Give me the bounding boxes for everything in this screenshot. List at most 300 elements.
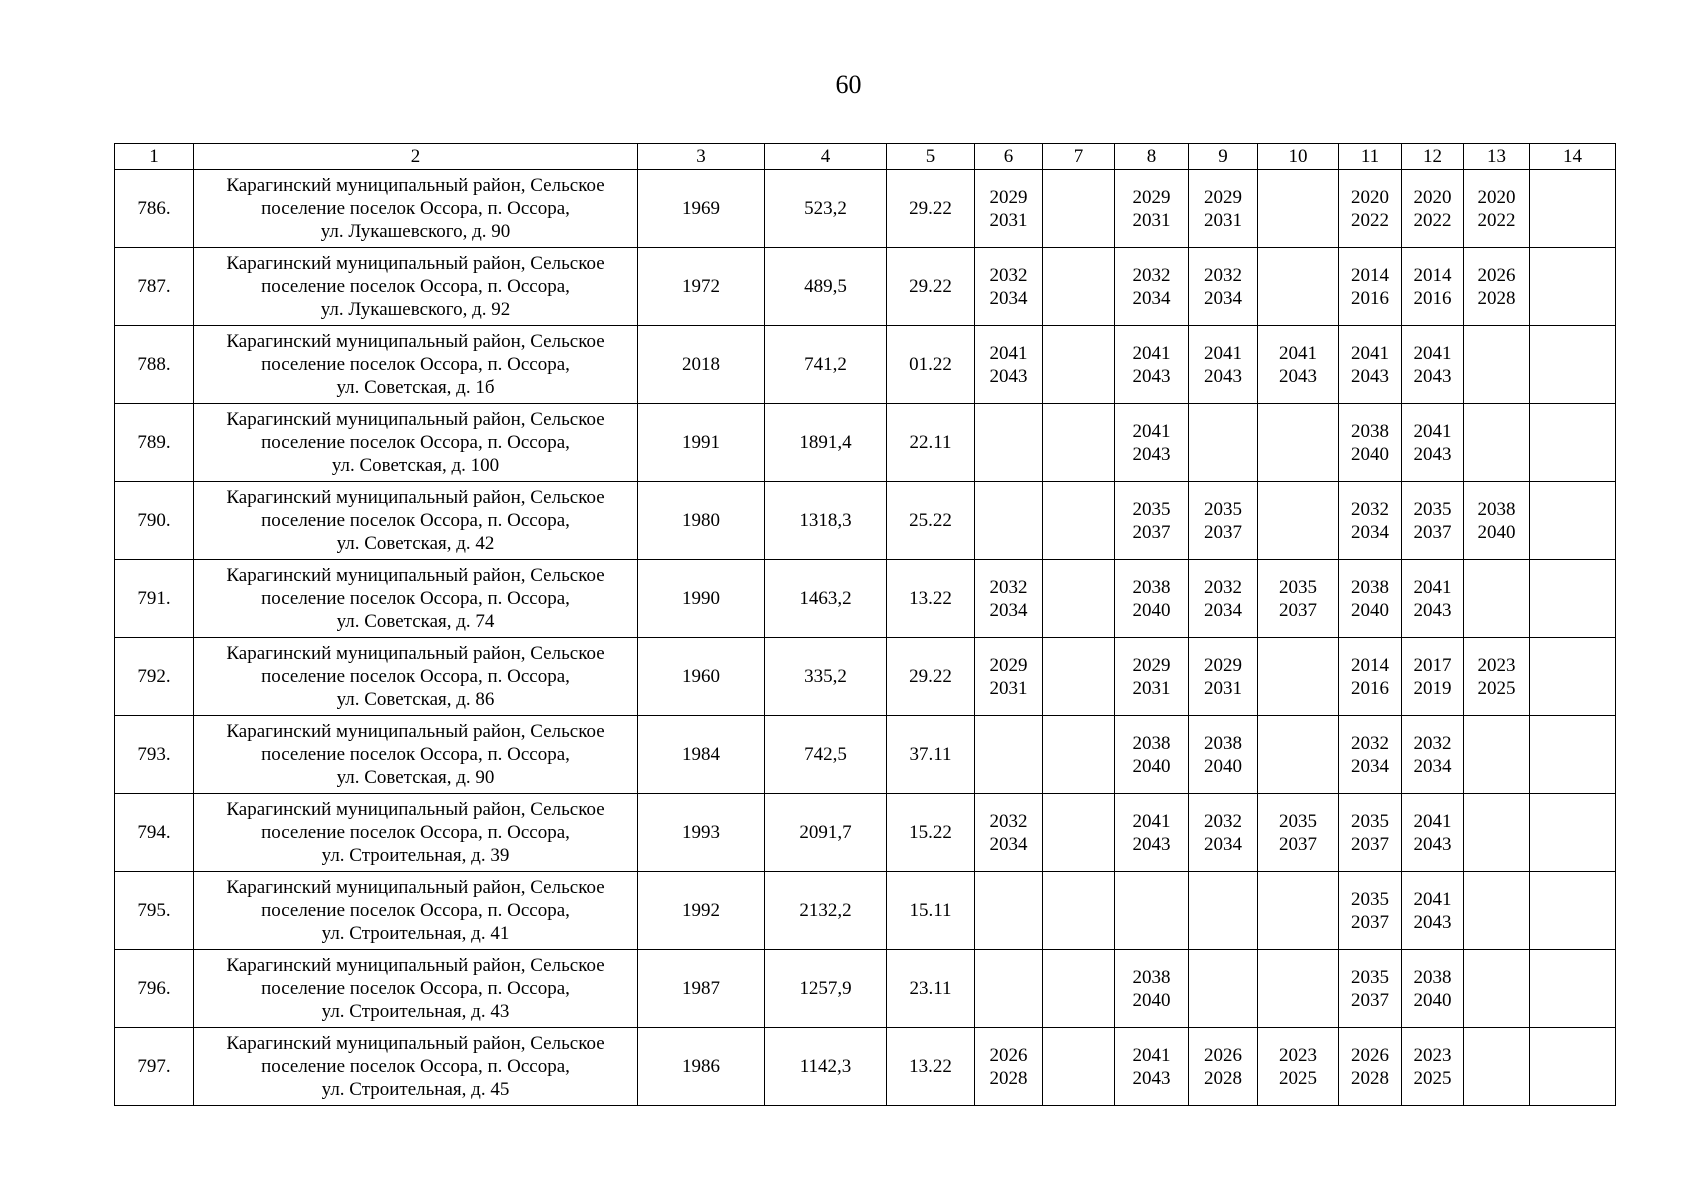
- period-year: 2028: [1204, 1067, 1242, 1089]
- period-cell-c10: [1258, 638, 1339, 716]
- address-cell: [194, 1028, 638, 1106]
- period-cell-c11: [1339, 326, 1402, 404]
- period-cell-c13: [1464, 872, 1530, 950]
- code-cell: 37.11: [887, 716, 975, 794]
- period-cell-c9: [1189, 404, 1258, 482]
- period-cell-c12: [1402, 872, 1464, 950]
- period-year: 2041: [1413, 888, 1452, 910]
- address-line: Карагинский муниципальный район, Сельское: [226, 409, 605, 430]
- year-built-cell: 1960: [638, 638, 765, 716]
- page-number: 60: [835, 70, 862, 99]
- period-cell-c8: [1115, 560, 1189, 638]
- period-cell-c7: [1043, 1028, 1115, 1106]
- period-cell-c8: [1115, 638, 1189, 716]
- period-year: 2029: [1204, 186, 1242, 208]
- column-header: 10: [1258, 144, 1339, 170]
- column-header: 14: [1530, 144, 1616, 170]
- period-cell-c10: [1258, 404, 1339, 482]
- table-row: [115, 482, 1616, 560]
- period-year: 2022: [1351, 209, 1389, 231]
- period-year: 2035: [1413, 498, 1452, 520]
- period-cell-c8: [1115, 716, 1189, 794]
- period-cell-c7: [1043, 794, 1115, 872]
- period-cell-c7: [1043, 638, 1115, 716]
- period-cell-c12: [1402, 326, 1464, 404]
- period-year: 2031: [1204, 209, 1242, 231]
- period-cell-c6: [975, 404, 1043, 482]
- address-line: Карагинский муниципальный район, Сельское: [226, 799, 605, 820]
- period-year: 2043: [1413, 911, 1452, 933]
- period-year: 2031: [1132, 209, 1171, 231]
- period-year: 2038: [1204, 732, 1242, 754]
- period-year: 2026: [1477, 264, 1516, 286]
- code-cell: 25.22: [887, 482, 975, 560]
- period-cell-c9: [1189, 794, 1258, 872]
- empty-cell-c14: [1530, 638, 1616, 716]
- period-year: 2031: [989, 677, 1028, 699]
- row-number-cell: 795.: [115, 872, 194, 950]
- period-cell-c11: [1339, 404, 1402, 482]
- table-row: [115, 872, 1616, 950]
- area-cell: 1142,3: [765, 1028, 887, 1106]
- address-line: ул. Советская, д. 42: [336, 533, 495, 554]
- period-year: 2023: [1279, 1044, 1317, 1066]
- address-line: ул. Советская, д. 90: [336, 767, 495, 788]
- area-cell: 741,2: [765, 326, 887, 404]
- period-cell-c6: [975, 560, 1043, 638]
- period-year: 2037: [1279, 599, 1317, 621]
- code-cell: 13.22: [887, 1028, 975, 1106]
- period-year: 2019: [1413, 677, 1452, 699]
- address-line: ул. Строительная, д. 43: [321, 1001, 510, 1022]
- address-cell: [194, 716, 638, 794]
- empty-cell-c14: [1530, 950, 1616, 1028]
- period-year: 2032: [1413, 732, 1452, 754]
- address-cell: [194, 404, 638, 482]
- row-number-cell: 796.: [115, 950, 194, 1028]
- period-cell-c11: [1339, 560, 1402, 638]
- period-year: 2043: [1132, 365, 1171, 387]
- period-year: 2043: [1413, 833, 1452, 855]
- period-year: 2037: [1204, 521, 1242, 543]
- period-year: 2040: [1351, 443, 1389, 465]
- period-cell-c12: [1402, 248, 1464, 326]
- period-year: 2035: [1351, 810, 1389, 832]
- empty-cell-c14: [1530, 872, 1616, 950]
- address-line: поселение поселок Оссора, п. Оссора,: [261, 900, 570, 921]
- period-year: 2034: [1413, 755, 1452, 777]
- area-cell: 2132,2: [765, 872, 887, 950]
- empty-cell-c14: [1530, 560, 1616, 638]
- year-built-cell: 2018: [638, 326, 765, 404]
- area-cell: 2091,7: [765, 794, 887, 872]
- address-line: поселение поселок Оссора, п. Оссора,: [261, 198, 570, 219]
- period-year: 2032: [1204, 576, 1242, 598]
- table-row: [115, 326, 1616, 404]
- address-line: Карагинский муниципальный район, Сельское: [226, 643, 605, 664]
- period-cell-c8: [1115, 170, 1189, 248]
- column-header: 7: [1043, 144, 1115, 170]
- address-cell: [194, 560, 638, 638]
- address-line: ул. Советская, д. 1б: [336, 377, 495, 398]
- address-cell: [194, 950, 638, 1028]
- address-line: Карагинский муниципальный район, Сельское: [226, 175, 605, 196]
- period-year: 2041: [1413, 576, 1452, 598]
- row-number-cell: 788.: [115, 326, 194, 404]
- period-cell-c9: [1189, 950, 1258, 1028]
- period-year: 2043: [1413, 443, 1452, 465]
- period-cell-c13: [1464, 794, 1530, 872]
- period-cell-c10: [1258, 326, 1339, 404]
- table-row: [115, 248, 1616, 326]
- code-cell: 15.11: [887, 872, 975, 950]
- period-year: 2026: [989, 1044, 1028, 1066]
- period-year: 2043: [1132, 443, 1171, 465]
- address-line: Карагинский муниципальный район, Сельское: [226, 487, 605, 508]
- row-number-cell: 790.: [115, 482, 194, 560]
- period-year: 2037: [1132, 521, 1171, 543]
- address-line: ул. Советская, д. 74: [336, 611, 495, 632]
- period-year: 2037: [1351, 989, 1389, 1011]
- period-year: 2038: [1413, 966, 1452, 988]
- table-row: [115, 794, 1616, 872]
- period-year: 2032: [1204, 810, 1242, 832]
- empty-cell-c14: [1530, 1028, 1616, 1106]
- period-cell-c9: [1189, 716, 1258, 794]
- area-cell: 1318,3: [765, 482, 887, 560]
- period-cell-c6: [975, 950, 1043, 1028]
- address-line: Карагинский муниципальный район, Сельское: [226, 955, 605, 976]
- period-year: 2029: [1132, 654, 1171, 676]
- period-year: 2034: [1351, 521, 1389, 543]
- area-cell: 1463,2: [765, 560, 887, 638]
- period-year: 2020: [1413, 186, 1452, 208]
- address-cell: [194, 872, 638, 950]
- period-year: 2041: [1132, 810, 1171, 832]
- period-cell-c12: [1402, 794, 1464, 872]
- period-cell-c11: [1339, 716, 1402, 794]
- period-year: 2026: [1204, 1044, 1242, 1066]
- address-line: ул. Строительная, д. 41: [321, 923, 510, 944]
- year-built-cell: 1990: [638, 560, 765, 638]
- period-cell-c6: [975, 872, 1043, 950]
- area-cell: 1891,4: [765, 404, 887, 482]
- column-header: 8: [1115, 144, 1189, 170]
- period-year: 2041: [1204, 342, 1242, 364]
- period-year: 2043: [989, 365, 1028, 387]
- period-cell-c8: [1115, 872, 1189, 950]
- row-number-cell: 793.: [115, 716, 194, 794]
- period-year: 2038: [1477, 498, 1516, 520]
- period-cell-c6: [975, 482, 1043, 560]
- period-cell-c8: [1115, 794, 1189, 872]
- period-year: 2035: [1132, 498, 1171, 520]
- period-year: 2040: [1132, 989, 1171, 1011]
- row-number-cell: 797.: [115, 1028, 194, 1106]
- period-year: 2043: [1132, 833, 1171, 855]
- period-year: 2040: [1204, 755, 1242, 777]
- row-number-cell: 787.: [115, 248, 194, 326]
- address-line: ул. Строительная, д. 39: [321, 845, 510, 866]
- period-year: 2029: [1204, 654, 1242, 676]
- period-cell-c10: [1258, 872, 1339, 950]
- period-cell-c9: [1189, 560, 1258, 638]
- period-year: 2034: [989, 599, 1028, 621]
- period-cell-c12: [1402, 638, 1464, 716]
- period-cell-c7: [1043, 560, 1115, 638]
- period-year: 2028: [1351, 1067, 1389, 1089]
- address-cell: [194, 248, 638, 326]
- period-year: 2020: [1351, 186, 1389, 208]
- address-line: ул. Строительная, д. 45: [321, 1079, 510, 1100]
- period-year: 2034: [1204, 599, 1242, 621]
- period-year: 2034: [1132, 287, 1171, 309]
- period-cell-c11: [1339, 170, 1402, 248]
- period-year: 2037: [1413, 521, 1452, 543]
- period-year: 2014: [1413, 264, 1452, 286]
- period-cell-c6: [975, 716, 1043, 794]
- row-number-cell: 786.: [115, 170, 194, 248]
- address-line: поселение поселок Оссора, п. Оссора,: [261, 354, 570, 375]
- period-year: 2035: [1204, 498, 1242, 520]
- column-header: 6: [975, 144, 1043, 170]
- period-year: 2031: [1132, 677, 1171, 699]
- period-year: 2037: [1351, 833, 1389, 855]
- period-cell-c13: [1464, 716, 1530, 794]
- period-cell-c11: [1339, 1028, 1402, 1106]
- period-year: 2022: [1413, 209, 1452, 231]
- address-line: поселение поселок Оссора, п. Оссора,: [261, 744, 570, 765]
- address-line: поселение поселок Оссора, п. Оссора,: [261, 588, 570, 609]
- period-cell-c10: [1258, 950, 1339, 1028]
- period-year: 2038: [1351, 576, 1389, 598]
- period-cell-c12: [1402, 1028, 1464, 1106]
- period-cell-c13: [1464, 560, 1530, 638]
- address-cell: [194, 170, 638, 248]
- row-number-cell: 792.: [115, 638, 194, 716]
- table-row: [115, 560, 1616, 638]
- period-year: 2034: [989, 287, 1028, 309]
- code-cell: 01.22: [887, 326, 975, 404]
- period-cell-c13: [1464, 404, 1530, 482]
- address-line: ул. Лукашевского, д. 92: [320, 299, 511, 320]
- period-cell-c8: [1115, 404, 1189, 482]
- period-cell-c7: [1043, 326, 1115, 404]
- address-cell: [194, 482, 638, 560]
- period-cell-c6: [975, 326, 1043, 404]
- period-year: 2040: [1132, 755, 1171, 777]
- period-year: 2034: [1204, 287, 1242, 309]
- table-row: [115, 1028, 1616, 1106]
- period-year: 2043: [1413, 365, 1452, 387]
- period-cell-c11: [1339, 248, 1402, 326]
- period-year: 2037: [1351, 911, 1389, 933]
- area-cell: 489,5: [765, 248, 887, 326]
- period-cell-c12: [1402, 560, 1464, 638]
- year-built-cell: 1969: [638, 170, 765, 248]
- period-cell-c10: [1258, 716, 1339, 794]
- period-cell-c8: [1115, 326, 1189, 404]
- period-year: 2031: [989, 209, 1028, 231]
- period-year: 2031: [1204, 677, 1242, 699]
- period-year: 2041: [1413, 342, 1452, 364]
- period-year: 2038: [1351, 420, 1389, 442]
- column-header: 2: [194, 144, 638, 170]
- period-cell-c9: [1189, 326, 1258, 404]
- period-cell-c8: [1115, 950, 1189, 1028]
- period-cell-c9: [1189, 482, 1258, 560]
- period-year: 2032: [1351, 498, 1389, 520]
- table-row: [115, 638, 1616, 716]
- address-line: Карагинский муниципальный район, Сельское: [226, 565, 605, 586]
- address-line: Карагинский муниципальный район, Сельское: [226, 331, 605, 352]
- period-cell-c8: [1115, 248, 1189, 326]
- period-year: 2014: [1351, 264, 1389, 286]
- period-cell-c13: [1464, 326, 1530, 404]
- address-line: поселение поселок Оссора, п. Оссора,: [261, 666, 570, 687]
- empty-cell-c14: [1530, 716, 1616, 794]
- period-year: 2041: [1132, 342, 1171, 364]
- period-cell-c7: [1043, 950, 1115, 1028]
- row-number-cell: 794.: [115, 794, 194, 872]
- address-line: поселение поселок Оссора, п. Оссора,: [261, 510, 570, 531]
- period-year: 2041: [1279, 342, 1317, 364]
- period-cell-c11: [1339, 482, 1402, 560]
- period-year: 2016: [1351, 677, 1389, 699]
- table-row: [115, 950, 1616, 1028]
- period-cell-c13: [1464, 170, 1530, 248]
- period-cell-c13: [1464, 248, 1530, 326]
- address-line: Карагинский муниципальный район, Сельское: [226, 253, 605, 274]
- period-cell-c6: [975, 1028, 1043, 1106]
- period-year: 2034: [989, 833, 1028, 855]
- period-cell-c7: [1043, 170, 1115, 248]
- year-built-cell: 1993: [638, 794, 765, 872]
- period-year: 2032: [1204, 264, 1242, 286]
- period-year: 2017: [1413, 654, 1452, 676]
- column-header: 3: [638, 144, 765, 170]
- column-header: 5: [887, 144, 975, 170]
- period-year: 2043: [1279, 365, 1317, 387]
- address-cell: [194, 794, 638, 872]
- table-row: [115, 170, 1616, 248]
- period-cell-c11: [1339, 794, 1402, 872]
- empty-cell-c14: [1530, 170, 1616, 248]
- period-year: 2032: [1132, 264, 1171, 286]
- period-year: 2041: [1132, 1044, 1171, 1066]
- period-year: 2041: [1351, 342, 1389, 364]
- period-year: 2043: [1204, 365, 1242, 387]
- address-cell: [194, 638, 638, 716]
- address-line: Карагинский муниципальный район, Сельское: [226, 1033, 605, 1054]
- period-cell-c12: [1402, 404, 1464, 482]
- address-line: поселение поселок Оссора, п. Оссора,: [261, 276, 570, 297]
- period-year: 2034: [1204, 833, 1242, 855]
- period-year: 2041: [1132, 420, 1171, 442]
- period-year: 2032: [1351, 732, 1389, 754]
- period-year: 2028: [1477, 287, 1516, 309]
- empty-cell-c14: [1530, 248, 1616, 326]
- code-cell: 22.11: [887, 404, 975, 482]
- period-cell-c13: [1464, 1028, 1530, 1106]
- period-year: 2034: [1351, 755, 1389, 777]
- period-cell-c6: [975, 794, 1043, 872]
- period-year: 2041: [1413, 420, 1452, 442]
- column-header: 4: [765, 144, 887, 170]
- period-cell-c13: [1464, 638, 1530, 716]
- column-header: 13: [1464, 144, 1530, 170]
- period-year: 2028: [989, 1067, 1028, 1089]
- housing-register-table: [114, 143, 1616, 1106]
- address-line: ул. Лукашевского, д. 90: [320, 221, 511, 242]
- code-cell: 13.22: [887, 560, 975, 638]
- area-cell: 335,2: [765, 638, 887, 716]
- period-cell-c13: [1464, 482, 1530, 560]
- code-cell: 29.22: [887, 248, 975, 326]
- period-cell-c12: [1402, 482, 1464, 560]
- period-cell-c11: [1339, 950, 1402, 1028]
- period-year: 2029: [989, 186, 1028, 208]
- period-year: 2041: [989, 342, 1028, 364]
- period-year: 2040: [1351, 599, 1389, 621]
- table-row: [115, 716, 1616, 794]
- year-built-cell: 1980: [638, 482, 765, 560]
- period-year: 2041: [1413, 810, 1452, 832]
- period-cell-c10: [1258, 482, 1339, 560]
- period-cell-c12: [1402, 716, 1464, 794]
- address-cell: [194, 326, 638, 404]
- code-cell: 29.22: [887, 638, 975, 716]
- period-year: 2016: [1413, 287, 1452, 309]
- address-line: поселение поселок Оссора, п. Оссора,: [261, 1056, 570, 1077]
- period-year: 2032: [989, 810, 1028, 832]
- period-cell-c9: [1189, 170, 1258, 248]
- code-cell: 29.22: [887, 170, 975, 248]
- period-cell-c7: [1043, 248, 1115, 326]
- code-cell: 15.22: [887, 794, 975, 872]
- year-built-cell: 1991: [638, 404, 765, 482]
- column-header: 12: [1402, 144, 1464, 170]
- period-year: 2025: [1413, 1067, 1452, 1089]
- period-cell-c9: [1189, 1028, 1258, 1106]
- column-header: 1: [115, 144, 194, 170]
- period-year: 2016: [1351, 287, 1389, 309]
- period-cell-c8: [1115, 482, 1189, 560]
- period-year: 2035: [1351, 888, 1389, 910]
- period-year: 2032: [989, 576, 1028, 598]
- period-cell-c7: [1043, 482, 1115, 560]
- row-number-cell: 789.: [115, 404, 194, 482]
- period-year: 2020: [1477, 186, 1516, 208]
- period-year: 2038: [1132, 732, 1171, 754]
- period-year: 2035: [1279, 576, 1317, 598]
- period-cell-c6: [975, 170, 1043, 248]
- period-year: 2040: [1477, 521, 1516, 543]
- period-cell-c9: [1189, 638, 1258, 716]
- period-year: 2029: [989, 654, 1028, 676]
- row-number-cell: 791.: [115, 560, 194, 638]
- period-cell-c9: [1189, 248, 1258, 326]
- column-header: 9: [1189, 144, 1258, 170]
- year-built-cell: 1984: [638, 716, 765, 794]
- period-year: 2040: [1132, 599, 1171, 621]
- period-cell-c6: [975, 638, 1043, 716]
- empty-cell-c14: [1530, 794, 1616, 872]
- year-built-cell: 1992: [638, 872, 765, 950]
- address-line: поселение поселок Оссора, п. Оссора,: [261, 978, 570, 999]
- period-year: 2023: [1413, 1044, 1452, 1066]
- address-line: Карагинский муниципальный район, Сельское: [226, 721, 605, 742]
